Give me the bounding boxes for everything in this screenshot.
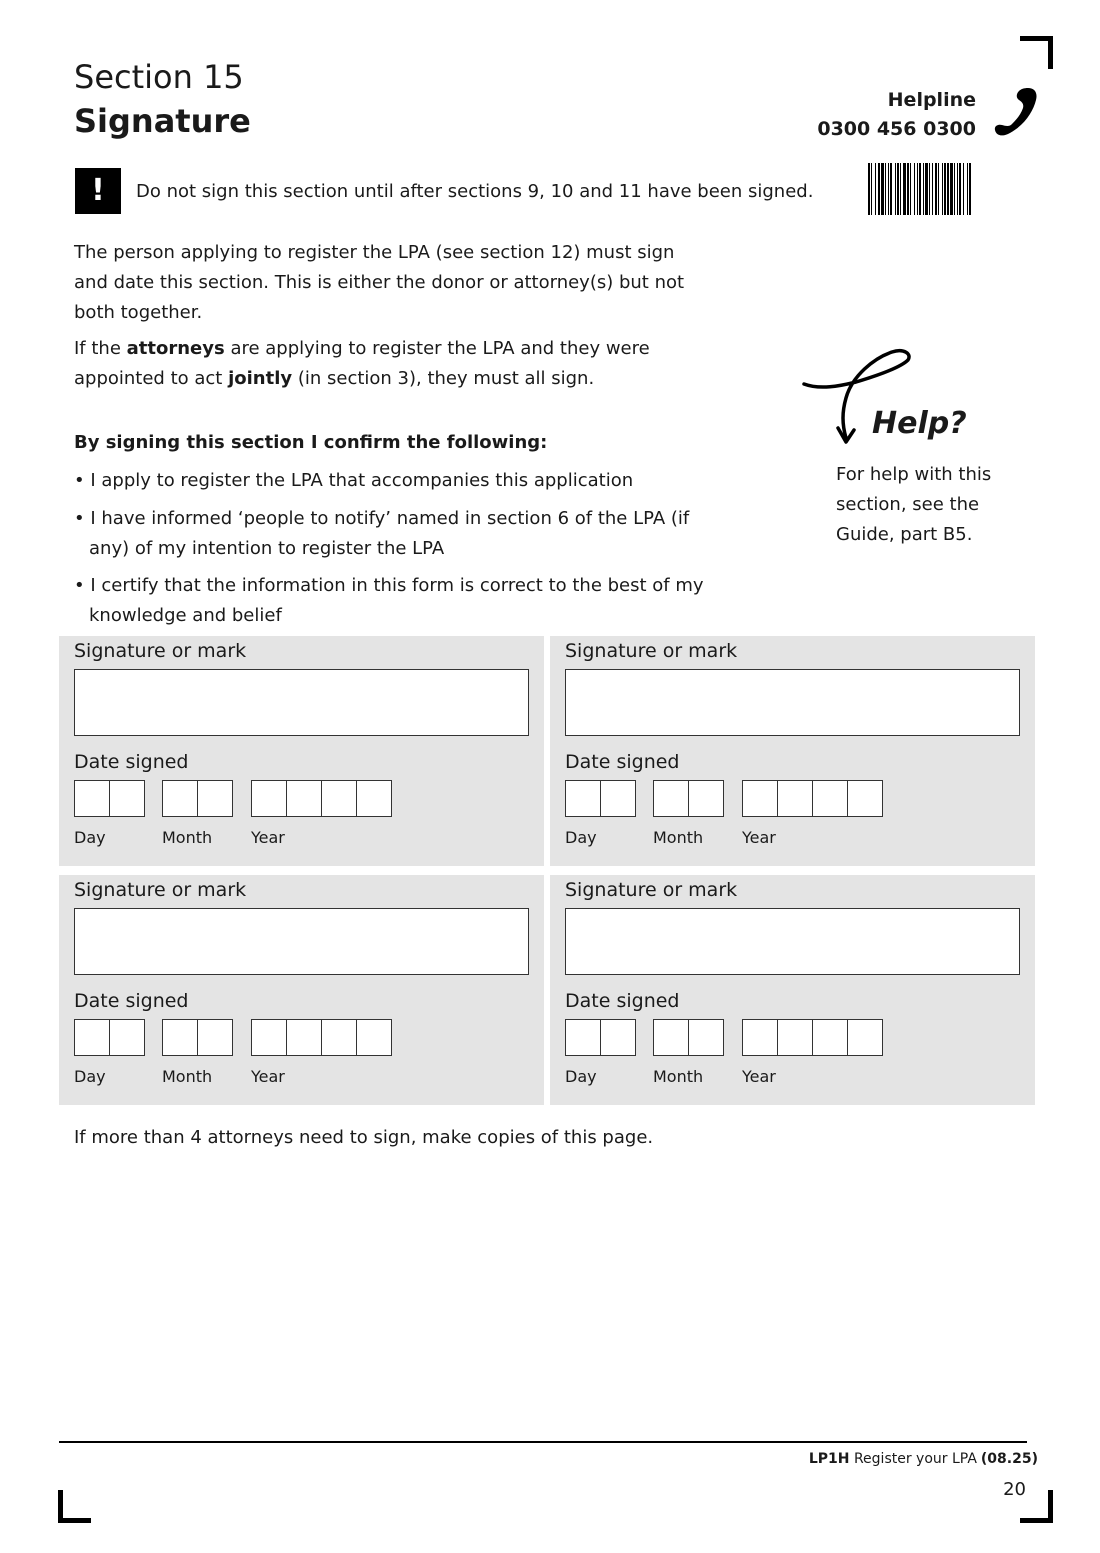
- day-caption: Day: [565, 828, 597, 847]
- date-digit-box[interactable]: [848, 781, 882, 816]
- attorneys-paragraph: If the attorneys are applying to register the LPA and they were appointed to act jointly (in section 3), they must all sign.: [74, 338, 650, 389]
- date-signed-label: Date signed: [74, 751, 189, 773]
- date-digit-box[interactable]: [743, 1020, 778, 1055]
- month-caption: Month: [162, 828, 213, 847]
- date-signed-label: Date signed: [565, 751, 680, 773]
- day-caption: Day: [74, 1067, 106, 1086]
- date-digit-box[interactable]: [110, 781, 144, 816]
- month-caption: Month: [653, 828, 704, 847]
- date-digit-box[interactable]: [654, 1020, 689, 1055]
- date-digit-box[interactable]: [75, 1020, 110, 1055]
- help-title: Help?: [872, 406, 967, 441]
- year-caption: Year: [742, 828, 776, 847]
- warning-text: Do not sign this section until after sections 9, 10 and 11 have been signed.: [136, 181, 814, 202]
- signature-panel: [550, 636, 1035, 866]
- date-digit-box[interactable]: [75, 781, 110, 816]
- crop-mark-top-right: [1020, 36, 1053, 69]
- year-caption: Year: [251, 828, 285, 847]
- date-digit-box[interactable]: [566, 781, 601, 816]
- date-digit-box[interactable]: [322, 781, 357, 816]
- day-caption: Day: [74, 828, 106, 847]
- page-number: 20: [1003, 1479, 1026, 1500]
- year-field[interactable]: [251, 780, 392, 817]
- confirm-bullet: • I certify that the information in this form is correct to the best of my knowledge and belief: [74, 575, 704, 626]
- date-digit-box[interactable]: [252, 781, 287, 816]
- footer-divider: [59, 1441, 1027, 1443]
- signature-label: Signature or mark: [74, 879, 247, 901]
- section-number: Section 15: [74, 58, 244, 96]
- day-caption: Day: [565, 1067, 597, 1086]
- signature-field[interactable]: [74, 669, 529, 736]
- helpline-number: 0300 456 0300: [817, 118, 976, 140]
- date-digit-box[interactable]: [287, 1020, 322, 1055]
- date-digit-box[interactable]: [813, 1020, 848, 1055]
- date-digit-box[interactable]: [601, 1020, 635, 1055]
- date-digit-box[interactable]: [322, 1020, 357, 1055]
- month-caption: Month: [162, 1067, 213, 1086]
- warning-icon: !: [75, 168, 121, 214]
- date-digit-box[interactable]: [357, 781, 391, 816]
- help-text: For help with this section, see the Guide, part B5.: [836, 464, 992, 545]
- date-signed-label: Date signed: [565, 990, 680, 1012]
- date-digit-box[interactable]: [198, 781, 232, 816]
- page-title: Signature: [74, 102, 251, 140]
- date-signed-label: Date signed: [74, 990, 189, 1012]
- date-digit-box[interactable]: [252, 1020, 287, 1055]
- form-reference: LP1H Register your LPA (08.25): [808, 1451, 1038, 1467]
- date-digit-box[interactable]: [848, 1020, 882, 1055]
- confirm-bullet: • I have informed ‘people to notify’ named in section 6 of the LPA (if any) of my intention to register the LPA: [74, 508, 690, 559]
- helpline-label: Helpline: [887, 89, 976, 111]
- signature-field[interactable]: [565, 669, 1020, 736]
- month-caption: Month: [653, 1067, 704, 1086]
- date-digit-box[interactable]: [357, 1020, 391, 1055]
- date-digit-box[interactable]: [689, 1020, 723, 1055]
- day-field[interactable]: [74, 780, 145, 817]
- confirm-bullet: • I apply to register the LPA that accompanies this application: [74, 470, 634, 491]
- phone-icon: [990, 86, 1042, 138]
- signature-label: Signature or mark: [565, 640, 738, 662]
- signature-label: Signature or mark: [565, 879, 738, 901]
- month-field[interactable]: [653, 1019, 724, 1056]
- date-digit-box[interactable]: [198, 1020, 232, 1055]
- year-field[interactable]: [742, 780, 883, 817]
- year-caption: Year: [742, 1067, 776, 1086]
- signature-field[interactable]: [565, 908, 1020, 975]
- date-digit-box[interactable]: [813, 781, 848, 816]
- date-digit-box[interactable]: [689, 781, 723, 816]
- date-digit-box[interactable]: [163, 1020, 198, 1055]
- month-field[interactable]: [653, 780, 724, 817]
- year-field[interactable]: [251, 1019, 392, 1056]
- signature-panel: [59, 636, 544, 866]
- signature-panel: [550, 875, 1035, 1105]
- year-field[interactable]: [742, 1019, 883, 1056]
- date-digit-box[interactable]: [163, 781, 198, 816]
- copies-note: If more than 4 attorneys need to sign, make copies of this page.: [74, 1127, 654, 1148]
- year-caption: Year: [251, 1067, 285, 1086]
- barcode-image: [868, 163, 1026, 215]
- helpline: [780, 86, 976, 144]
- intro-paragraph: The person applying to register the LPA (see section 12) must sign and date this section. This is either the donor or attorney(s) but not both together.: [74, 242, 685, 323]
- date-digit-box[interactable]: [287, 781, 322, 816]
- signature-field[interactable]: [74, 908, 529, 975]
- signature-panel: [59, 875, 544, 1105]
- day-field[interactable]: [565, 1019, 636, 1056]
- date-digit-box[interactable]: [601, 781, 635, 816]
- date-digit-box[interactable]: [566, 1020, 601, 1055]
- date-digit-box[interactable]: [110, 1020, 144, 1055]
- crop-mark-bottom-left: [58, 1490, 91, 1523]
- date-digit-box[interactable]: [778, 781, 813, 816]
- confirm-heading: By signing this section I confirm the following:: [74, 432, 548, 453]
- day-field[interactable]: [74, 1019, 145, 1056]
- month-field[interactable]: [162, 780, 233, 817]
- month-field[interactable]: [162, 1019, 233, 1056]
- date-digit-box[interactable]: [743, 781, 778, 816]
- date-digit-box[interactable]: [778, 1020, 813, 1055]
- day-field[interactable]: [565, 780, 636, 817]
- signature-label: Signature or mark: [74, 640, 247, 662]
- date-digit-box[interactable]: [654, 781, 689, 816]
